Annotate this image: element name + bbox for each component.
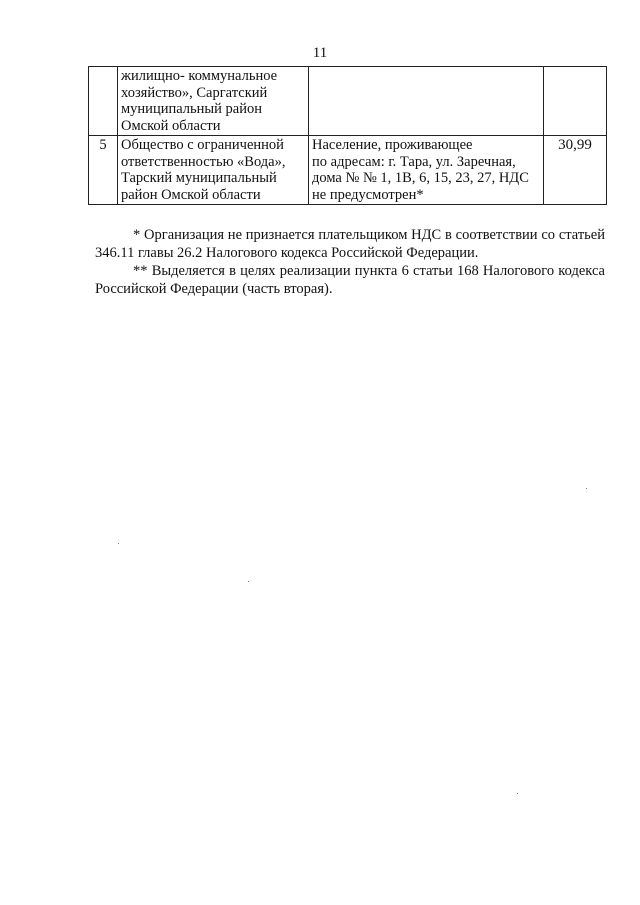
footnotes	[95, 226, 605, 298]
organization-line: жилищно- коммунальное	[121, 68, 278, 84]
scan-speck	[586, 488, 587, 489]
scan-speck	[517, 793, 518, 794]
organization-line: хозяйство», Саргатский	[121, 84, 268, 101]
consumer-cell	[309, 67, 544, 136]
organization-cell	[118, 136, 309, 205]
footnote-vat-exempt: * Организация не признается плательщиком НДС в соответствии со статьей 346.11 главы 26.2 Налогового кодекса Российской Федерации.	[95, 227, 605, 261]
table-row-5	[89, 136, 607, 205]
consumer-cell	[309, 136, 544, 205]
tariff-value-cell	[544, 67, 607, 136]
row-number-cell: 5	[89, 136, 118, 205]
organization-line: Общество с ограниченной	[121, 137, 284, 153]
consumer-line: дома № № 1, 1В, 6, 15, 23, 27, НДС	[312, 170, 529, 186]
footnote-vat-allocated: ** Выделяется в целях реализации пункта 6 статьи 168 Налогового кодекса Российской Федерации (часть вторая).	[95, 263, 605, 297]
tariff-value-cell: 30,99	[544, 136, 607, 205]
organization-line: район Омской области	[121, 186, 261, 203]
organization-line: ответственностью «Вода»,	[121, 153, 286, 170]
page-number: 11	[312, 45, 328, 61]
organization-line: Тарский муниципальный	[121, 170, 277, 186]
organization-line: муниципальный район	[121, 101, 262, 117]
scan-speck	[118, 543, 119, 544]
consumer-line: по адресам: г. Тара, ул. Заречная,	[312, 153, 516, 170]
row-number-cell	[89, 67, 118, 136]
tariff-table	[88, 66, 607, 205]
scan-speck	[248, 581, 249, 582]
table-row-continuation	[89, 67, 607, 136]
organization-line: Омской области	[121, 117, 221, 134]
organization-cell	[118, 67, 309, 136]
consumer-line: не предусмотрен*	[312, 186, 424, 203]
consumer-line: Население, проживающее	[312, 137, 473, 153]
